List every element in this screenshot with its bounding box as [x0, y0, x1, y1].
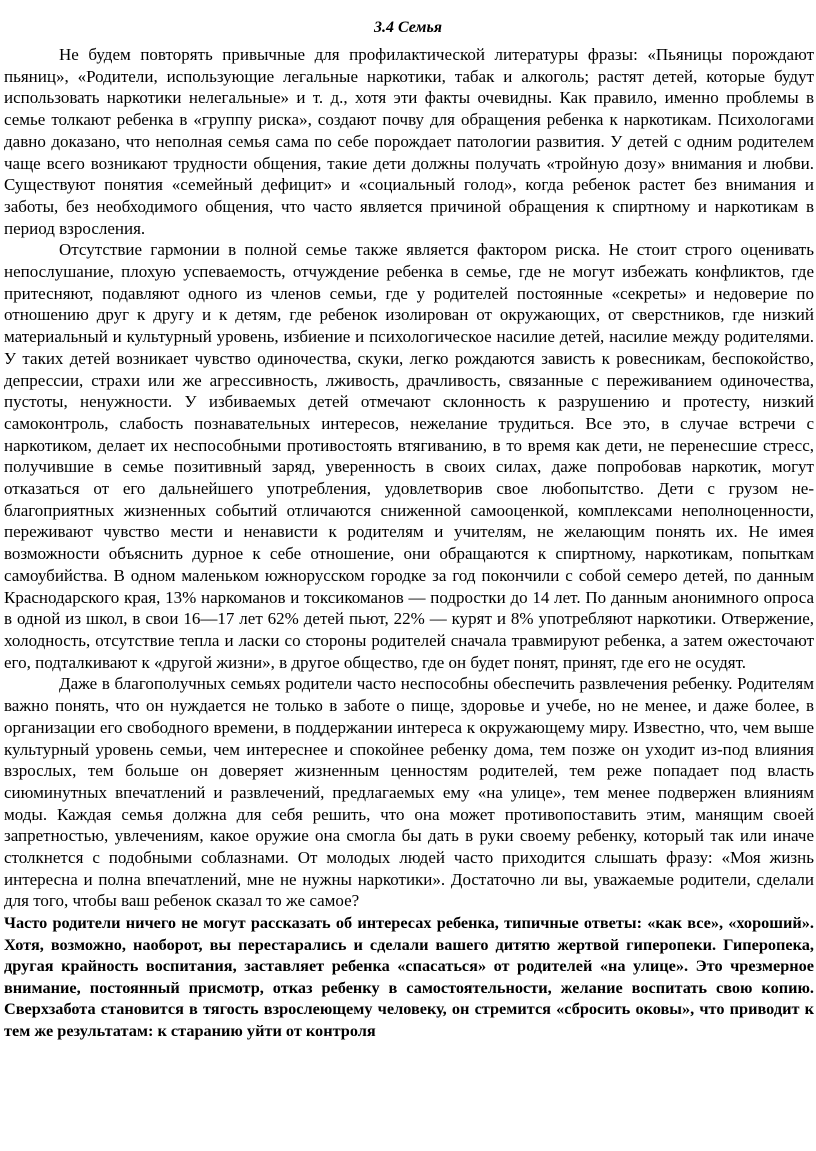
section-title: 3.4 Семья — [374, 19, 442, 36]
body-text — [4, 44, 814, 1041]
paragraph-lack-of-harmony: Отсутствие гармонии в полной семье также является фактором риска. Не стоит строго оценивать непослушание, плохую успеваемость, отчуждение ребенка в семье, где не могут избежать конфликтов, где притесняют, подавляют одного из членов семьи, где у родителей постоянные «секреты» и недоверие по отношению друг к другу и к детям, где ребенок изолирован от окружающих, от сверстников, где низкий материальный и культурный уровень, избиение и психологическое насилие детей, насилие между родителями. У таких детей возникает чувство одиночества, скуки, легко рождаются зависть к ровесникам, беспокойство, депрессии, страхи или же агрессивность, лживость, драчливость, связанные с переживанием одиночества, пустоты, ненужности. У избиваемых детей отмечают склонность к разрушению и протесту, низкий самоконтроль, слабость познавательных интересов, нежелание трудиться. Все это, в случае встречи с наркотиком, делает их неспособными противостоять втягиванию, в то время как дети, не перенесшие стресс, получившие в семье позитивный заряд, уверенность в своих силах, даже попробовав наркотик, могут отказаться от его дальнейшего употребления, удовлетворив свое любопытство. Дети с грузом неблагоприятных жизненных событий отличаются сниженной самооценкой, комплексами неполноценности, переживают чувство мести и ненависти к родителям и учителям, не желающим понять их. Не имея возможности объяснить дурное к себе отношение, они обращаются к спиртному, наркотикам, попыткам самоубийства. В одном маленьком южнорусском городке за год покончили с собой семеро детей, по данным Краснодарского края, 13% наркоманов и токсикоманов — подростки до 14 лет. По данным анонимного опроса в одной из школ, в свои 16—17 лет 62% детей пьют, 22% — курят и 8% употребляют наркотики. Отвержение, холодность, отсутствие тепла и ласки со стороны родителей сначала травмируют ребенка, а затем ожесточают его, подталкивают к «другой жизни», в другое общество, где он будет понят, принят, где его не осудят. — [4, 240, 814, 672]
paragraph-overprotection: Часто родители ничего не могут рассказать об интересах ребенка, типичные ответы: «как все», «хороший». Хотя, возможно, наоборот, вы перестарались и сделали вашего дитятю жертвой гиперопеки. Гиперопека, другая крайность воспитания, заставляет ребенка «спасаться» от родителей «на улице». Это чрезмерное внимание, постоянный присмотр, отказ ребенку в самостоятельности, желание воспитать свою копию. Сверхзабота становится в тягость взрослеющему человеку, он стремится «сбросить оковы», что приводит к тем же результатам: к старанию уйти от контроля — [4, 913, 814, 1040]
paragraph-family-problems: Не будем повторять привычные для профилактической литературы фразы: «Пьяницы порождают пьяниц», «Родители, использующие легальные наркотики, табак и алкоголь; растят детей, которые будут использовать наркотики нелегальные» и т. д., хотя эти факты очевидны. Как правило, именно проблемы в семье толкают ребенка в «группу риска», создают почву для обращения ребенка к наркотикам. Психологами давно доказано, что неполная семья сама по себе порождает патологии развития. У детей с одним родителем чаще всего возникают трудности общения, такие дети должны получать «тройную дозу» внимания и любви. Существуют понятия «семейный дефицит» и «социальный голод», когда ребенок растет без внимания и заботы, без необходимого общения, что часто является причиной обращения к спиртному и наркотикам в период взросления. — [4, 45, 814, 238]
paragraph-leisure-organization: Даже в благополучных семьях родители часто неспособны обеспечить развлечения ребенку. Родителям важно понять, что он нуждается не только в заботе о пище, здоровье и учебе, но не менее, и даже более, в организации его свободного времени, в поддержании интереса к окружающему миру. Известно, что, чем выше культурный уровень семьи, чем интереснее и спокойнее ребенку дома, тем позже он уходит из-под влияния взрослых, тем больше он доверяет жизненным ценностям родителей, тем реже попадает под власть сиюминутных впечатлений и развлечений, предлагаемых ему «на улице», тем менее подвержен влияниям моды. Каждая семья должна для себя решить, что она может противопоставить этим, манящим своей запретностью, увлечениям, какое оружие она смогла бы дать в руки своему ребенку, который так или иначе столкнется с подобными соблазнами. От молодых людей часто приходится слышать фразу: «Моя жизнь интересна и полна впечатлений, мне не нужны наркотики». Достаточно ли вы, уважаемые родители, сделали для того, чтобы ваш ребенок сказал то же самое? — [4, 674, 814, 911]
